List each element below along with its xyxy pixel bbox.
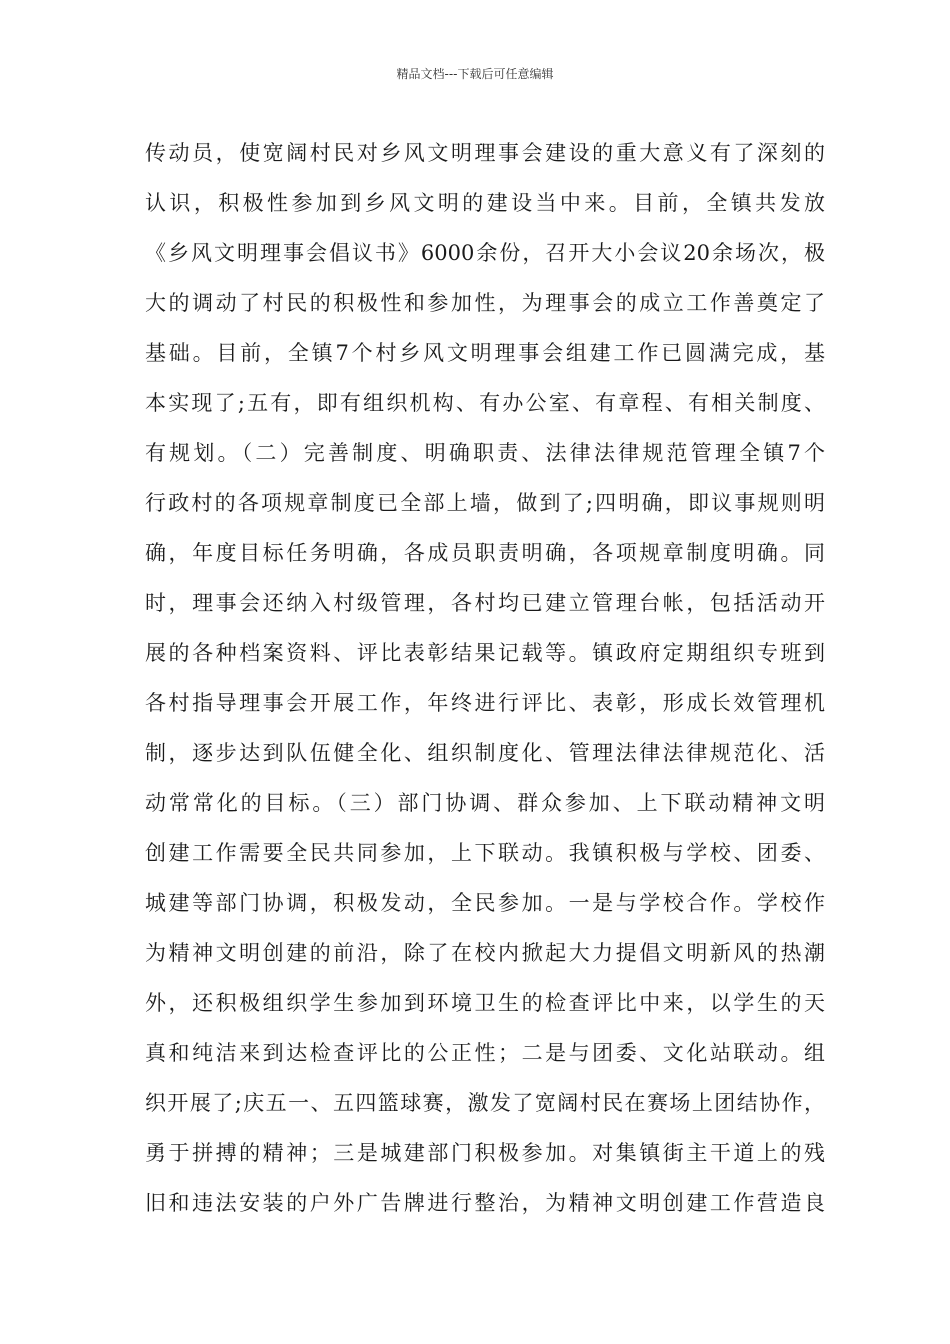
body-line: 为精神文明创建的前沿，除了在校内掀起大力提倡文明新风的热潮 (145, 941, 825, 965)
body-line: 勇于拼搏的精神；三是城建部门积极参加。对集镇街主干道上的残 (145, 1141, 825, 1165)
body-line: 行政村的各项规章制度已全部上墙，做到了;四明确，即议事规则明 (145, 491, 825, 515)
body-line: 外，还积极组织学生参加到环境卫生的检查评比中来，以学生的天 (145, 991, 825, 1015)
body-line: 大的调动了村民的积极性和参加性，为理事会的成立工作善奠定了 (145, 291, 825, 315)
body-line: 确，年度目标任务明确，各成员职责明确，各项规章制度明确。同 (145, 541, 825, 565)
body-line: 《乡风文明理事会倡议书》6000余份，召开大小会议20余场次，极 (145, 241, 825, 265)
body-line: 传动员，使宽阔村民对乡风文明理事会建设的重大意义有了深刻的 (145, 141, 825, 165)
body-line: 有规划。（二）完善制度、明确职责、法律法律规范管理全镇7个 (145, 441, 825, 465)
body-line: 认识，积极性参加到乡风文明的建设当中来。目前，全镇共发放 (145, 191, 825, 215)
body-line: 城建等部门协调，积极发动，全民参加。一是与学校合作。学校作 (145, 891, 825, 915)
document-body (145, 128, 825, 1228)
body-line: 真和纯洁来到达检查评比的公正性；二是与团委、文化站联动。组 (145, 1041, 825, 1065)
page-header: 精品文档---下载后可任意编辑 (396, 67, 554, 81)
body-line: 织开展了;庆五一、五四篮球赛，激发了宽阔村民在赛场上团结协作， (145, 1091, 825, 1115)
body-line: 动常常化的目标。（三）部门协调、群众参加、上下联动精神文明 (145, 791, 825, 815)
body-line: 各村指导理事会开展工作，年终进行评比、表彰，形成长效管理机 (145, 691, 825, 715)
body-line: 旧和违法安装的户外广告牌进行整治，为精神文明创建工作营造良 (145, 1191, 825, 1215)
body-line: 展的各种档案资料、评比表彰结果记载等。镇政府定期组织专班到 (145, 641, 825, 665)
body-line: 基础。目前，全镇7个村乡风文明理事会组建工作已圆满完成，基 (145, 341, 825, 365)
body-line: 制，逐步达到队伍健全化、组织制度化、管理法律法律规范化、活 (145, 741, 825, 765)
body-line: 创建工作需要全民共同参加，上下联动。我镇积极与学校、团委、 (145, 841, 825, 865)
body-line: 本实现了;五有，即有组织机构、有办公室、有章程、有相关制度、 (145, 391, 825, 415)
body-line: 时，理事会还纳入村级管理，各村均已建立管理台帐，包括活动开 (145, 591, 825, 615)
